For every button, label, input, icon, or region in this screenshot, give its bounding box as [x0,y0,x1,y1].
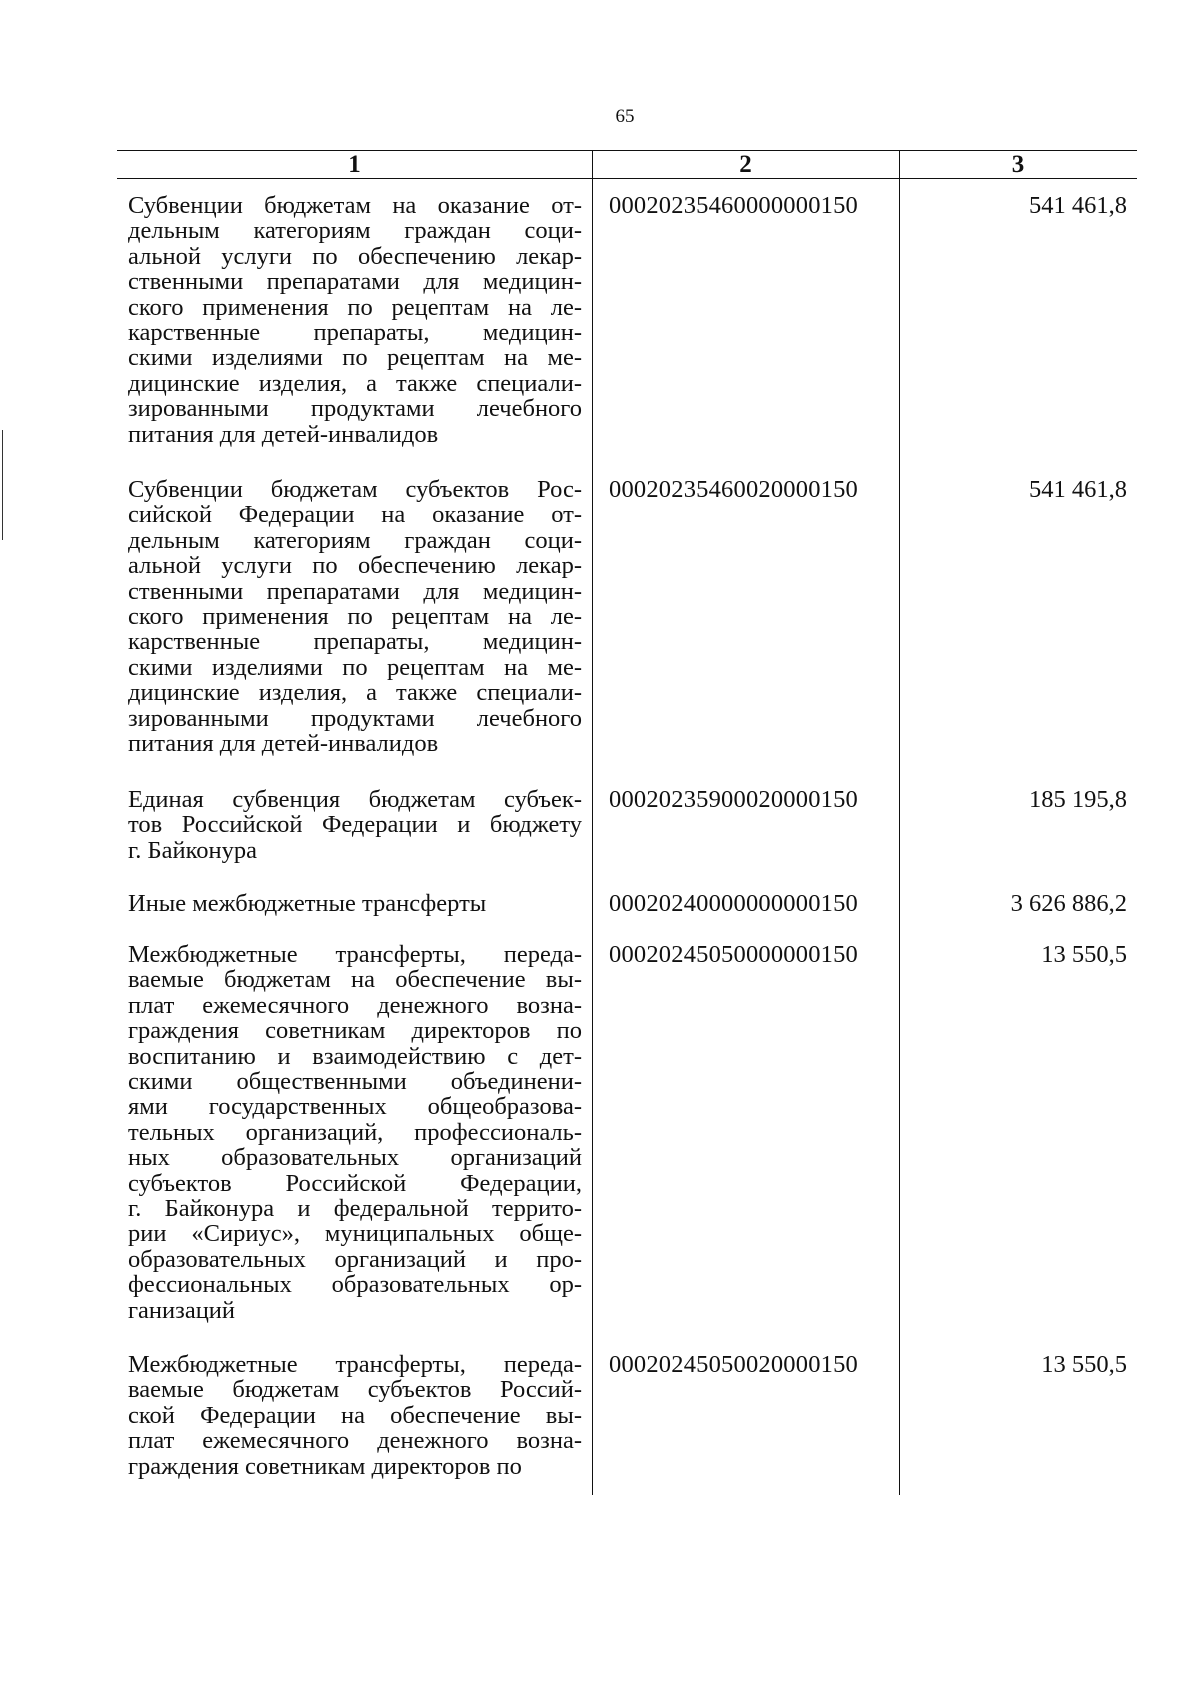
budget-table [117,150,1137,1495]
row-name-line: дельным категориям граждан соци- [128,526,582,554]
row-name-line: Субвенции бюджетам субъектов Рос- [128,476,582,503]
row-name-cell [128,1352,582,1479]
row-name-line: скими изделиями по рецептам на ме- [128,653,582,681]
row-name-line: граждения советникам директоров по [128,1017,582,1045]
row-name-cell [128,942,582,1323]
row-name-line: граждения советникам директоров по [128,1452,522,1480]
row-name-line: ственными препаратами для медицин- [128,268,582,296]
row-name-cell [128,193,582,447]
row-name-line: питания для детей-инвалидов [128,420,439,448]
row-name-line: плат ежемесячного денежного возна- [128,991,582,1019]
page-number: 65 [615,106,635,127]
row-code-cell: 00020235460020000150 [609,476,858,503]
row-name-line: образовательных организаций и про- [128,1245,582,1273]
row-name-line: ных образовательных организаций [128,1144,582,1172]
row-name-line: скими изделиями по рецептам на ме- [128,344,582,372]
row-name-line: ганизаций [128,1296,236,1324]
row-name-line: дицинские изделия, а также специали- [128,679,582,707]
row-name-cell [128,477,582,756]
row-name-line: ской Федерации на обеспечение вы- [128,1401,582,1429]
row-value-cell: 185 195,8 [1029,786,1127,813]
row-value-cell: 541 461,8 [1029,476,1127,503]
row-name-line: скими общественными объединени- [128,1068,582,1096]
row-name-line: воспитанию и взаимодействию с дет- [128,1042,582,1070]
column-divider-1 [592,150,593,1495]
header-bottom-border [117,178,1137,179]
column-header-1: 1 [348,151,361,178]
row-value-cell: 13 550,5 [1041,1351,1127,1378]
row-name-line: дельным категориям граждан соци- [128,217,582,245]
row-name-line: питания для детей-инвалидов [128,730,439,758]
row-name-line: Межбюджетные трансферты, переда- [128,941,582,968]
column-header-3: 3 [1011,151,1025,178]
row-name-line: альной услуги по обеспечению лекар- [128,242,582,270]
row-name-line: Межбюджетные трансферты, переда- [128,1351,582,1378]
row-name-line: плат ежемесячного денежного возна- [128,1427,582,1455]
row-name-line: тельных организаций, профессиональ- [128,1118,582,1146]
row-name-line: ями государственных общеобразова- [128,1093,582,1121]
row-name-line: альной услуги по обеспечению лекар- [128,552,582,580]
row-name-line: зированными продуктами лечебного [128,704,582,732]
row-name-line: субъектов Российской Федерации, [128,1169,582,1197]
row-code-cell: 00020240000000000150 [609,890,858,917]
row-name-line: карственные препараты, медицин- [128,628,582,656]
row-name-line: тов Российской Федерации и бюджету [128,811,582,839]
row-code-cell: 00020245050020000150 [609,1351,858,1378]
row-name-cell [128,787,582,863]
row-code-cell: 00020235900020000150 [609,786,858,813]
row-name-line: г. Байконура [128,836,257,864]
row-name-line: Субвенции бюджетам на оказание от- [128,192,582,219]
row-name-line: г. Байконура и федеральной террито- [128,1195,582,1223]
row-name-line: ского применения по рецептам на ле- [128,293,582,321]
row-name-line: дицинские изделия, а также специали- [128,369,582,397]
column-divider-2 [899,150,900,1495]
scan-edge-mark [2,430,3,540]
row-code-cell: 00020235460000000150 [609,192,858,219]
row-name-line: сийской Федерации на оказание от- [128,501,582,529]
row-name-cell [128,891,582,916]
row-name-line: ского применения по рецептам на ле- [128,603,582,631]
row-code-cell: 00020245050000000150 [609,941,858,968]
row-value-cell: 13 550,5 [1041,941,1127,968]
row-name-line: ваемые бюджетам на обеспечение вы- [128,966,582,994]
column-header-2: 2 [739,151,752,178]
row-name-line: Единая субвенция бюджетам субъек- [128,786,582,813]
row-name-line: ваемые бюджетам субъектов Россий- [128,1376,582,1404]
row-value-cell: 541 461,8 [1029,192,1127,219]
row-name-line: ственными препаратами для медицин- [128,577,582,605]
row-value-cell: 3 626 886,2 [1010,890,1127,917]
row-name-line: рии «Сириус», муниципальных обще- [128,1220,582,1248]
row-name-line: карственные препараты, медицин- [128,319,582,347]
row-name-line: зированными продуктами лечебного [128,395,582,423]
row-name-line: фессиональных образовательных ор- [128,1271,582,1299]
row-name-line: Иные межбюджетные трансферты [128,890,487,917]
